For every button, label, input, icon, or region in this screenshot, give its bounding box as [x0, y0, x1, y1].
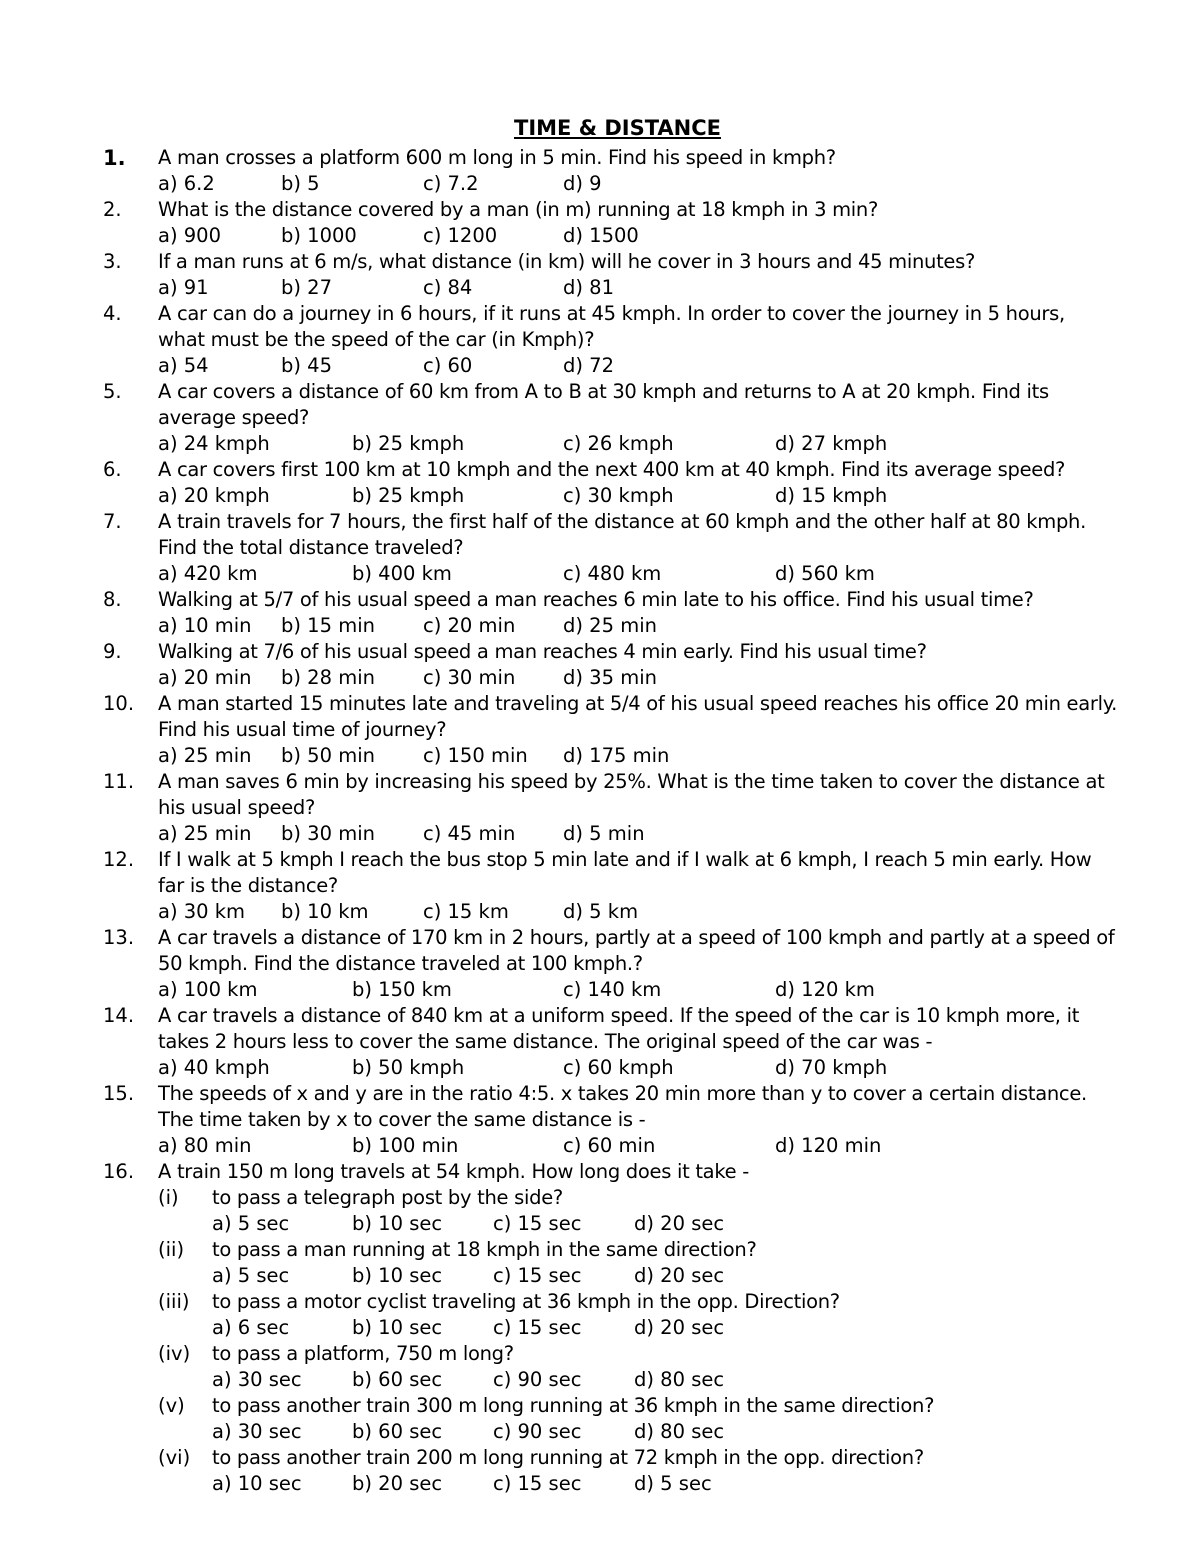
answer-option: a) 5 sec — [212, 1212, 290, 1235]
question-text: Find his usual time of journey? — [158, 718, 447, 741]
answer-option: a) 100 km — [158, 978, 258, 1001]
answer-option: b) 45 — [281, 354, 332, 377]
question-text: Walking at 5/7 of his usual speed a man reaches 6 min late to his office. Find his usual time? — [158, 588, 1034, 611]
answer-option: a) 900 — [158, 224, 221, 247]
answer-option: a) 420 km — [158, 562, 258, 585]
question-text: A man saves 6 min by increasing his speed by 25%. What is the time taken to cover the distance at — [158, 770, 1105, 793]
question-number: 11. — [103, 770, 135, 793]
question-number: 9. — [103, 640, 122, 663]
question-number: 7. — [103, 510, 122, 533]
question-text: If I walk at 5 kmph I reach the bus stop 5 min late and if I walk at 6 kmph, I reach 5 min early. How — [158, 848, 1092, 871]
subpart-label: (ii) — [158, 1238, 185, 1261]
question-text: 50 kmph. Find the distance traveled at 100 kmph.? — [158, 952, 643, 975]
question-text: A man started 15 minutes late and traveling at 5/4 of his usual speed reaches his office 20 min early. — [158, 692, 1118, 715]
answer-option: a) 25 min — [158, 744, 252, 767]
question-text: what must be the speed of the car (in Kmph)? — [158, 328, 595, 351]
answer-option: c) 1200 — [423, 224, 498, 247]
answer-option: b) 10 sec — [352, 1264, 443, 1287]
subpart-text: to pass a man running at 18 kmph in the same direction? — [212, 1238, 757, 1261]
answer-option: a) 54 — [158, 354, 209, 377]
question-number: 1. — [103, 146, 126, 170]
answer-option: c) 15 sec — [493, 1212, 582, 1235]
question-number: 2. — [103, 198, 122, 221]
answer-option: c) 84 — [423, 276, 473, 299]
answer-option: b) 60 sec — [352, 1368, 443, 1391]
answer-option: c) 45 min — [423, 822, 516, 845]
answer-option: d) 70 kmph — [775, 1056, 888, 1079]
question-text: A car travels a distance of 840 km at a uniform speed. If the speed of the car is 10 kmph more, it — [158, 1004, 1080, 1027]
question-number: 5. — [103, 380, 122, 403]
answer-option: b) 50 kmph — [352, 1056, 465, 1079]
answer-option: d) 15 kmph — [775, 484, 888, 507]
answer-option: d) 120 min — [775, 1134, 882, 1157]
answer-option: b) 25 kmph — [352, 484, 465, 507]
answer-option: d) 1500 — [563, 224, 639, 247]
subpart-label: (v) — [158, 1394, 185, 1417]
subpart-label: (iii) — [158, 1290, 190, 1313]
answer-option: c) 60 min — [563, 1134, 656, 1157]
answer-option: d) 560 km — [775, 562, 875, 585]
question-text: If a man runs at 6 m/s, what distance (in km) will he cover in 3 hours and 45 minutes? — [158, 250, 976, 273]
answer-option: d) 25 min — [563, 614, 657, 637]
answer-option: a) 6 sec — [212, 1316, 290, 1339]
question-number: 12. — [103, 848, 135, 871]
question-text: A car can do a journey in 6 hours, if it runs at 45 kmph. In order to cover the journey in 5 hours, — [158, 302, 1065, 325]
answer-option: d) 20 sec — [634, 1264, 725, 1287]
question-number: 8. — [103, 588, 122, 611]
question-text: far is the distance? — [158, 874, 338, 897]
answer-option: d) 5 min — [563, 822, 645, 845]
question-text: A train 150 m long travels at 54 kmph. How long does it take - — [158, 1160, 749, 1183]
subpart-text: to pass another train 300 m long running at 36 kmph in the same direction? — [212, 1394, 935, 1417]
answer-option: b) 10 sec — [352, 1212, 443, 1235]
answer-option: c) 15 sec — [493, 1264, 582, 1287]
answer-option: d) 20 sec — [634, 1212, 725, 1235]
question-number: 16. — [103, 1160, 135, 1183]
answer-option: c) 60 — [423, 354, 473, 377]
answer-option: b) 60 sec — [352, 1420, 443, 1443]
answer-option: d) 120 km — [775, 978, 875, 1001]
subpart-text: to pass a motor cyclist traveling at 36 kmph in the opp. Direction? — [212, 1290, 840, 1313]
question-text: The time taken by x to cover the same distance is - — [158, 1108, 646, 1131]
answer-option: b) 15 min — [281, 614, 375, 637]
subpart-text: to pass another train 200 m long running at 72 kmph in the opp. direction? — [212, 1446, 924, 1469]
answer-option: d) 5 sec — [634, 1472, 712, 1495]
answer-option: b) 400 km — [352, 562, 452, 585]
answer-option: a) 10 min — [158, 614, 252, 637]
question-number: 10. — [103, 692, 135, 715]
question-number: 14. — [103, 1004, 135, 1027]
answer-option: b) 30 min — [281, 822, 375, 845]
question-text: average speed? — [158, 406, 310, 429]
answer-option: b) 27 — [281, 276, 332, 299]
question-number: 13. — [103, 926, 135, 949]
answer-option: b) 5 — [281, 172, 320, 195]
answer-option: b) 100 min — [352, 1134, 459, 1157]
answer-option: c) 90 sec — [493, 1420, 582, 1443]
answer-option: d) 35 min — [563, 666, 657, 689]
answer-option: d) 5 km — [563, 900, 639, 923]
answer-option: c) 7.2 — [423, 172, 479, 195]
question-text: A train travels for 7 hours, the first half of the distance at 60 kmph and the other half at 80 kmph. — [158, 510, 1086, 533]
answer-option: c) 15 km — [423, 900, 509, 923]
question-text: Walking at 7/6 of his usual speed a man reaches 4 min early. Find his usual time? — [158, 640, 927, 663]
question-text: What is the distance covered by a man (in m) running at 18 kmph in 3 min? — [158, 198, 879, 221]
answer-option: a) 30 sec — [212, 1420, 302, 1443]
question-text: A car travels a distance of 170 km in 2 hours, partly at a speed of 100 kmph and partly at a speed of — [158, 926, 1115, 949]
answer-option: c) 90 sec — [493, 1368, 582, 1391]
question-text: takes 2 hours less to cover the same distance. The original speed of the car was - — [158, 1030, 933, 1053]
question-text: A man crosses a platform 600 m long in 5 min. Find his speed in kmph? — [158, 146, 836, 169]
answer-option: b) 50 min — [281, 744, 375, 767]
answer-option: b) 10 sec — [352, 1316, 443, 1339]
answer-option: d) 27 kmph — [775, 432, 888, 455]
question-text: The speeds of x and y are in the ratio 4:5. x takes 20 min more than y to cover a certain distance. — [158, 1082, 1087, 1105]
subpart-label: (iv) — [158, 1342, 191, 1365]
answer-option: b) 150 km — [352, 978, 452, 1001]
answer-option: c) 140 km — [563, 978, 662, 1001]
answer-option: b) 20 sec — [352, 1472, 443, 1495]
subpart-label: (vi) — [158, 1446, 191, 1469]
answer-option: b) 28 min — [281, 666, 375, 689]
answer-option: a) 20 kmph — [158, 484, 270, 507]
question-text: A car covers a distance of 60 km from A to B at 30 kmph and returns to A at 20 kmph. Find its — [158, 380, 1049, 403]
answer-option: d) 80 sec — [634, 1368, 725, 1391]
answer-option: d) 175 min — [563, 744, 670, 767]
answer-option: c) 150 min — [423, 744, 528, 767]
answer-option: a) 24 kmph — [158, 432, 270, 455]
answer-option: b) 1000 — [281, 224, 357, 247]
question-number: 15. — [103, 1082, 135, 1105]
answer-option: a) 80 min — [158, 1134, 252, 1157]
answer-option: d) 72 — [563, 354, 614, 377]
answer-option: d) 9 — [563, 172, 602, 195]
answer-option: a) 20 min — [158, 666, 252, 689]
answer-option: a) 25 min — [158, 822, 252, 845]
answer-option: d) 81 — [563, 276, 614, 299]
answer-option: c) 480 km — [563, 562, 662, 585]
question-text: A car covers first 100 km at 10 kmph and the next 400 km at 40 kmph. Find its average speed? — [158, 458, 1066, 481]
answer-option: c) 30 kmph — [563, 484, 674, 507]
question-number: 4. — [103, 302, 122, 325]
answer-option: a) 91 — [158, 276, 209, 299]
subpart-label: (i) — [158, 1186, 179, 1209]
answer-option: c) 20 min — [423, 614, 516, 637]
answer-option: b) 25 kmph — [352, 432, 465, 455]
answer-option: b) 10 km — [281, 900, 369, 923]
answer-option: a) 40 kmph — [158, 1056, 270, 1079]
subpart-text: to pass a telegraph post by the side? — [212, 1186, 563, 1209]
answer-option: a) 10 sec — [212, 1472, 302, 1495]
page-title: TIME & DISTANCE — [514, 116, 721, 140]
question-text: his usual speed? — [158, 796, 316, 819]
question-number: 3. — [103, 250, 122, 273]
answer-option: a) 30 km — [158, 900, 246, 923]
answer-option: d) 80 sec — [634, 1420, 725, 1443]
answer-option: c) 26 kmph — [563, 432, 674, 455]
question-text: Find the total distance traveled? — [158, 536, 464, 559]
question-number: 6. — [103, 458, 122, 481]
answer-option: a) 30 sec — [212, 1368, 302, 1391]
answer-option: d) 20 sec — [634, 1316, 725, 1339]
answer-option: a) 5 sec — [212, 1264, 290, 1287]
answer-option: c) 60 kmph — [563, 1056, 674, 1079]
answer-option: c) 30 min — [423, 666, 516, 689]
answer-option: a) 6.2 — [158, 172, 215, 195]
subpart-text: to pass a platform, 750 m long? — [212, 1342, 514, 1365]
answer-option: c) 15 sec — [493, 1316, 582, 1339]
answer-option: c) 15 sec — [493, 1472, 582, 1495]
